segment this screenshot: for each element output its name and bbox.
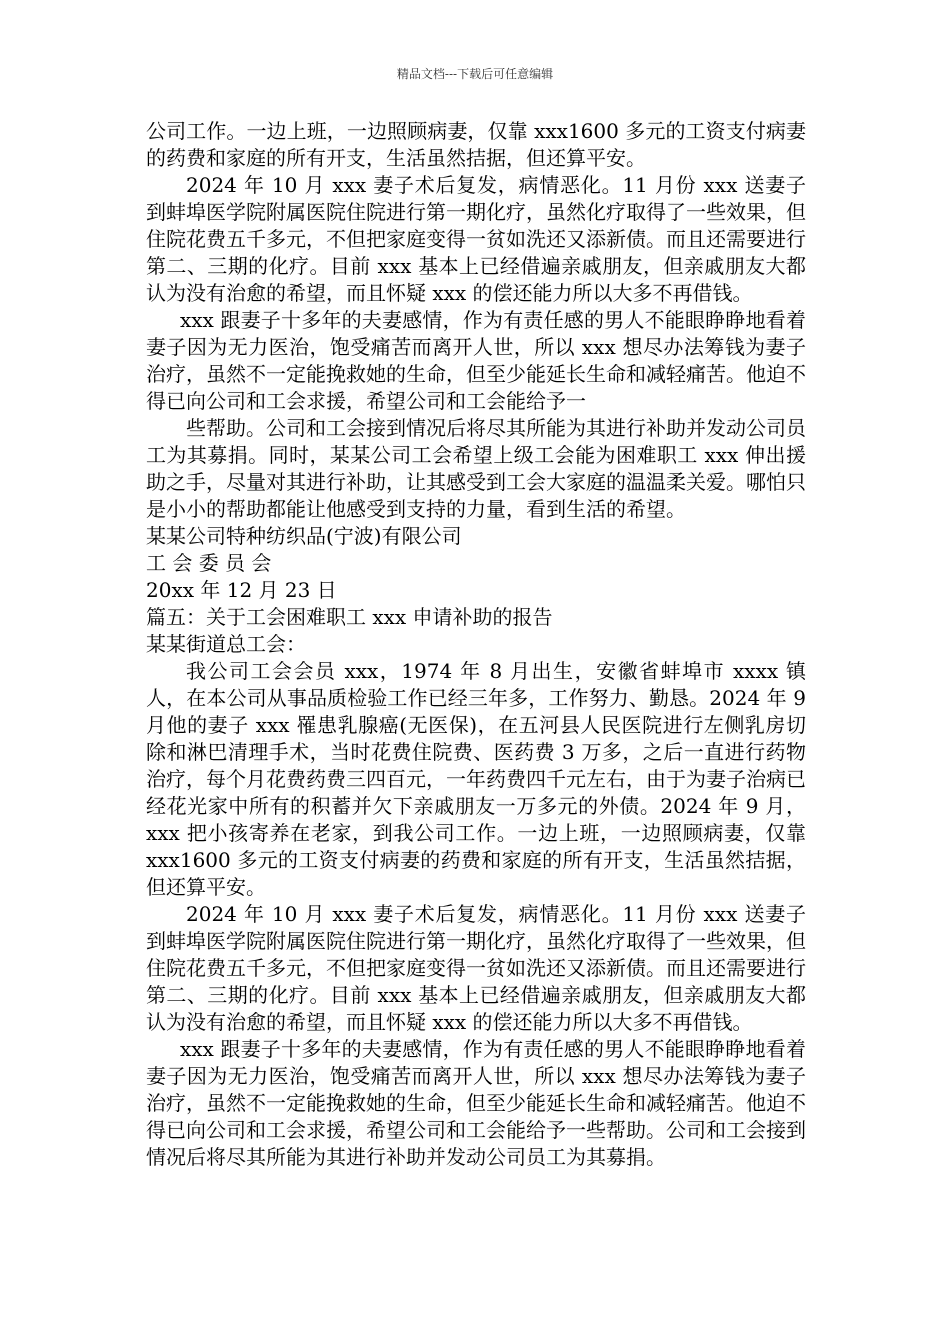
- page-header: 精品文档---下载后可任意编辑: [396, 67, 554, 81]
- paragraph: xxx 跟妻子十多年的夫妻感情，作为有责任感的男人不能眼睁睁地看着妻子因为无力医治，饱受痛苦而离开人世，所以 xxx 想尽办法筹钱为妻子治疗，虽然不一定能挽救她的生命，但至少能延长生命和减轻痛苦。他迫不得已向公司和工会求援，希望公司和工会能给予一: [146, 308, 806, 413]
- paragraph: 些帮助。公司和工会接到情况后将尽其所能为其进行补助并发动公司员工为其募捐。同时，某某公司工会希望上级工会能为困难职工 xxx 伸出援助之手，尽量对其进行补助，让其感受到工会大家庭的温温柔关爱。哪怕只是小小的帮助都能让他感受到支持的力量，看到生活的希望。: [146, 416, 806, 521]
- paragraph: 公司工作。一边上班，一边照顾病妻，仅靠 xxx1600 多元的工资支付病妻的药费和家庭的所有开支，生活虽然拮据，但还算平安。: [146, 119, 806, 170]
- document-body: [146, 118, 806, 1171]
- section-title: 篇五：关于工会困难职工 xxx 申请补助的报告: [146, 605, 553, 629]
- signature-company: 某某公司特种纺织品(宁波)有限公司: [146, 524, 462, 548]
- paragraph: 2024 年 10 月 xxx 妻子术后复发，病情恶化。11 月份 xxx 送妻子到蚌埠医学院附属医院住院进行第一期化疗，虽然化疗取得了一些效果，但住院花费五千多元，不但把家庭变得一贫如洗还又添新债。而且还需要进行第二、三期的化疗。目前 xxx 基本上已经借遍亲戚朋友，但亲戚朋友大都认为没有治愈的希望，而且怀疑 xxx 的偿还能力所以大多不再借钱。: [146, 902, 806, 1034]
- paragraph: 我公司工会会员 xxx，1974 年 8 月出生，安徽省蚌埠市 xxxx 镇人，在本公司从事品质检验工作已经三年多，工作努力、勤恳。2024 年 9 月他的妻子 xxx 罹患乳腺癌(无医保)，在五河县人民医院进行左侧乳房切除和淋巴清理手术，当时花费住院费、医药费 3 万多，之后一直进行药物治疗，每个月花费药费三四百元，一年药费四千元左右，由于为妻子治病已经花光家中所有的积蓄并欠下亲戚朋友一万多元的外债。2024 年 9 月，xxx 把小孩寄养在老家，到我公司工作。一边上班，一边照顾病妻，仅靠 xxx1600 多元的工资支付病妻的药费和家庭的所有开支，生活虽然拮据，但还算平安。: [146, 659, 806, 899]
- paragraph: xxx 跟妻子十多年的夫妻感情，作为有责任感的男人不能眼睁睁地看着妻子因为无力医治，饱受痛苦而离开人世，所以 xxx 想尽办法筹钱为妻子治疗，虽然不一定能挽救她的生命，但至少能延长生命和减轻痛苦。他迫不得已向公司和工会求援，希望公司和工会能给予一些帮助。公司和工会接到情况后将尽其所能为其进行补助并发动公司员工为其募捐。: [146, 1037, 806, 1169]
- paragraph: 2024 年 10 月 xxx 妻子术后复发，病情恶化。11 月份 xxx 送妻子到蚌埠医学院附属医院住院进行第一期化疗，虽然化疗取得了一些效果，但住院花费五千多元，不但把家庭变得一贫如洗还又添新债。而且还需要进行第二、三期的化疗。目前 xxx 基本上已经借遍亲戚朋友，但亲戚朋友大都认为没有治愈的希望，而且怀疑 xxx 的偿还能力所以大多不再借钱。: [146, 173, 806, 305]
- signature-date: 20xx 年 12 月 23 日: [146, 578, 337, 602]
- signature-committee: 工 会 委 员 会: [146, 551, 272, 575]
- salutation: 某某街道总工会：: [146, 632, 306, 656]
